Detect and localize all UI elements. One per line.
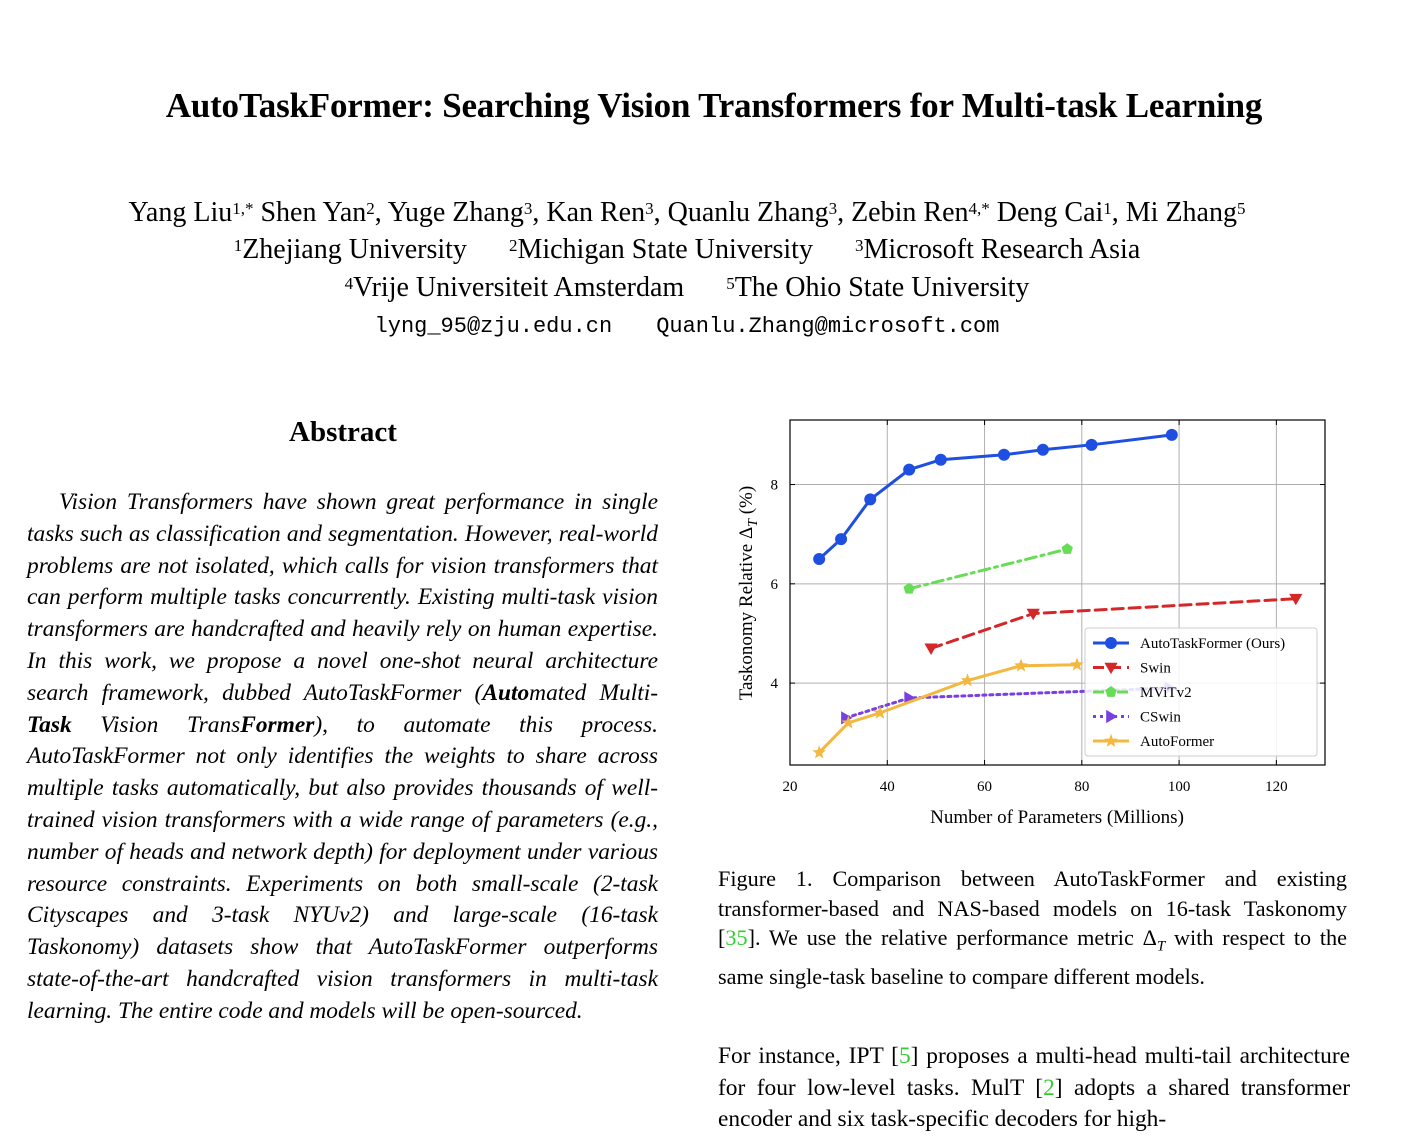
- data-point: [1062, 543, 1073, 554]
- author: Deng Cai$^1$,: [996, 197, 1126, 228]
- affiliation: $^3$Microsoft Research Asia: [854, 234, 1141, 265]
- author: Shen Yan$^2$,: [260, 197, 388, 228]
- data-point: [1014, 659, 1028, 672]
- author-emails: [0, 314, 1374, 339]
- author: Yang Liu$^{1,*}$: [128, 197, 254, 228]
- paper-title: AutoTaskFormer: Searching Vision Transformers for Multi-task Learning: [165, 86, 1263, 125]
- citation-link[interactable]: 2: [1043, 1074, 1055, 1101]
- body-paragraph: For instance, IPT [5] proposes a multi-head multi-tail architecture for four low-level tasks. MulT [2] adopts a shared transformer encoder and six task-specific decoders for high-: [718, 1043, 1350, 1133]
- x-tick-label: 120: [1265, 779, 1288, 795]
- citation-link[interactable]: 35: [725, 925, 748, 950]
- author: Yuge Zhang$^3$,: [387, 197, 547, 228]
- data-point: [998, 449, 1010, 461]
- series-line: [819, 665, 1077, 753]
- legend-marker: [1105, 637, 1117, 649]
- data-point: [835, 533, 847, 545]
- figure-1-chart: [728, 408, 1348, 838]
- x-tick-label: 40: [879, 779, 895, 795]
- y-tick-label: 4: [770, 676, 778, 693]
- affiliation: $^2$Michigan State University: [508, 234, 813, 265]
- author: Quanlu Zhang$^3$,: [667, 197, 852, 228]
- abstract-heading: Abstract: [289, 416, 397, 448]
- data-point: [1086, 439, 1098, 451]
- data-point: [1166, 429, 1178, 441]
- data-point: [924, 644, 937, 655]
- author: Kan Ren$^3$,: [546, 197, 668, 228]
- legend-entry: Swin: [1140, 660, 1171, 677]
- series-mvitv2: [903, 543, 1072, 594]
- author: Mi Zhang$^5$: [1125, 197, 1246, 228]
- legend-entry: AutoFormer: [1140, 734, 1215, 750]
- author-list: [0, 194, 1374, 231]
- data-point: [903, 583, 914, 594]
- y-tick-label: 8: [770, 477, 778, 494]
- data-point: [813, 553, 825, 565]
- data-point: [935, 454, 947, 466]
- affiliation-line: [0, 269, 1374, 306]
- data-point: [1037, 444, 1049, 456]
- x-tick-label: 100: [1167, 779, 1191, 795]
- legend-entry: CSwin: [1140, 709, 1181, 726]
- chart-legend: [1085, 628, 1317, 756]
- affiliation: $^1$Zhejiang University: [233, 234, 467, 265]
- email: lyng_95@zju.edu.cn: [374, 314, 613, 339]
- email: Quanlu.Zhang@microsoft.com: [656, 314, 1000, 339]
- data-point: [864, 493, 876, 505]
- citation-link[interactable]: 5: [898, 1043, 911, 1069]
- series-autotaskformer-ours: [813, 429, 1178, 565]
- data-point: [961, 673, 975, 686]
- author: Zebin Ren$^{4,*}$: [851, 197, 990, 228]
- x-tick-label: 20: [782, 779, 798, 795]
- series-line: [909, 549, 1067, 589]
- abstract-text: Vision Transformers have shown great performance in single tasks such as classification and segmentation. However, real-world problems are not isolated, which calls for vision transformers that can perform multiple tasks concurrently. Existing multi-task vision transformers are handcrafted and heavily rely on human expertise. In this work, we propose a novel one-shot neural architecture search framework, dubbed AutoTaskFormer (Automated Multi-Task Vision TransFormer), to automate this process. AutoTaskFormer not only identifies the weights to share across multiple tasks automatically, but also provides thousands of well-trained vision transformers with a wide range of parameters (e.g., number of heads and network depth) for deployment under various resource constraints. Experiments on both small-scale (2-task Cityscapes and 3-task NYUv2) and large-scale (16-task Taskonomy) datasets show that AutoTaskFormer outperforms state-of-the-art handcrafted vision transformers in multi-task learning. The entire code and models will be open-sourced.: [27, 489, 658, 1024]
- legend-entry: AutoTaskFormer (Ours): [1140, 636, 1286, 652]
- legend-entry: MViTv2: [1140, 685, 1192, 701]
- figure-caption: Figure 1. Comparison between AutoTaskFormer and existing transformer-based and NAS-based models on 16-task Taskonomy [35]. We use the relative performance metric $\Delta_T$ with respect to the same single-task baseline to compare different models.: [718, 866, 1347, 989]
- x-tick-label: 80: [1074, 779, 1090, 795]
- affiliation-line: [0, 231, 1374, 268]
- data-point: [903, 464, 915, 476]
- series-autoformer: [812, 658, 1083, 759]
- y-axis-label: Taskonomy Relative $\Delta_T$ (%): [736, 485, 761, 701]
- affiliation: $^5$The Ohio State University: [726, 272, 1030, 303]
- affiliation: $^4$Vrije Universiteit Amsterdam: [344, 272, 685, 303]
- y-tick-label: 6: [770, 576, 778, 593]
- x-tick-label: 60: [977, 779, 993, 795]
- x-axis-label: Number of Parameters (Millions): [930, 807, 1184, 828]
